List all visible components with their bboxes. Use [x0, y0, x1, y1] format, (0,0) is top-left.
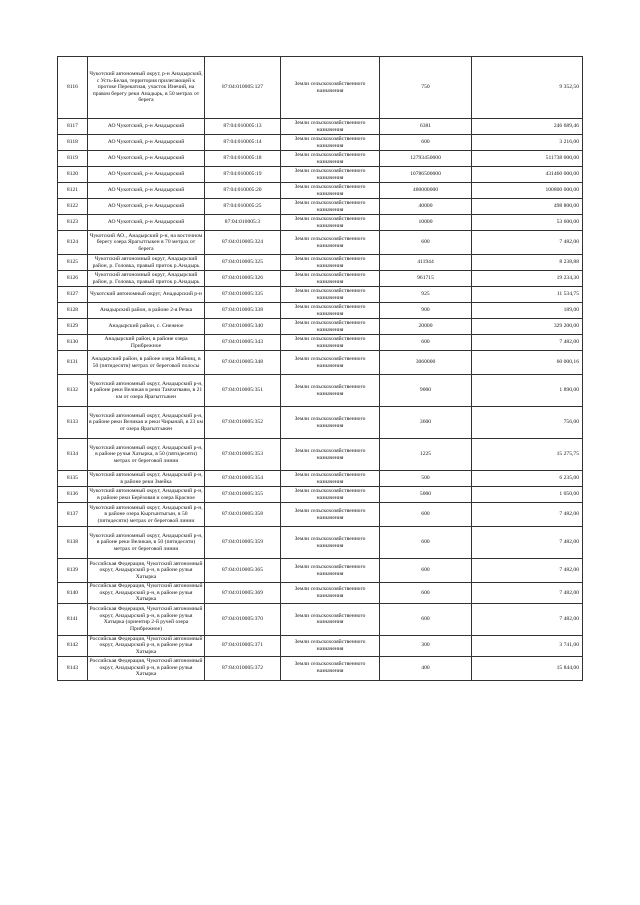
cadastral-number-cell: 87:04:010005:359 — [205, 527, 281, 559]
cadastral-number-cell: 87:04:010005:352 — [205, 407, 281, 439]
land-category-cell: Земли сельскохозяйственного назначения — [281, 135, 380, 151]
address-cell: Анадырский район, в районе озера Прибрежное — [88, 335, 205, 351]
cadastral-value-cell: 11 534,75 — [472, 287, 583, 303]
table-row — [58, 603, 583, 635]
cadastral-value-cell: 431460 000,00 — [472, 167, 583, 183]
cadastral-number-cell: 87:04:010005:371 — [205, 635, 281, 656]
land-category-cell: Земли сельскохозяйственного назначения — [281, 351, 380, 375]
area-cell: 925 — [380, 287, 472, 303]
record-number-cell: 8121 — [58, 183, 88, 199]
cadastral-number-cell: 87:04:010005:340 — [205, 319, 281, 335]
address-cell: Чукотский автономный округ, Анадырский р-н — [88, 287, 205, 303]
land-category-cell: Земли сельскохозяйственного назначения — [281, 215, 380, 231]
document-page — [57, 56, 582, 681]
area-cell: 500 — [380, 471, 472, 487]
cadastral-value-cell: 7 482,00 — [472, 503, 583, 527]
address-cell: Чукотский автономный округ, Анадырский р-н, в районе реки Великая в реки Тамчатваям, в 21 км от озера Ярагытгыкен — [88, 375, 205, 407]
cadastral-value-cell: 246 689,46 — [472, 119, 583, 135]
cadastral-value-cell: 7 482,00 — [472, 583, 583, 604]
cadastral-value-cell: 100800 000,00 — [472, 183, 583, 199]
record-number-cell: 8126 — [58, 271, 88, 287]
area-cell: 961715 — [380, 271, 472, 287]
cadastral-value-cell: 60 000,16 — [472, 351, 583, 375]
cadastral-value-cell: 15 275,75 — [472, 439, 583, 471]
table-row — [58, 119, 583, 135]
address-cell: Российская Федерация, Чукотский автономный округ, Анадырский р-н, в районе ручья Хатырка (ориентир 2-й ручей озера Прибрежное) — [88, 603, 205, 635]
record-number-cell: 8125 — [58, 255, 88, 271]
record-number-cell: 8118 — [58, 135, 88, 151]
cadastral-value-cell: 3 741,00 — [472, 635, 583, 656]
cadastral-value-cell: 189,00 — [472, 303, 583, 319]
cadastral-number-cell: 87:04:010005:326 — [205, 271, 281, 287]
area-cell: 12793450000 — [380, 151, 472, 167]
area-cell: 10786500000 — [380, 167, 472, 183]
address-cell: Чукотский автономный округ, Анадырский р-н, в районе реки Змейка — [89, 471, 203, 485]
record-number-cell: 8122 — [58, 199, 88, 215]
record-number-cell: 8133 — [58, 407, 88, 439]
table-row — [58, 375, 583, 407]
cadastral-value-cell: 19 234,30 — [472, 271, 583, 287]
address-cell: АО Чукотский, р-н Анадырский — [88, 151, 205, 167]
table-row — [58, 151, 583, 167]
table-body — [58, 57, 583, 681]
cadastral-number-cell: 87:04:010005:338 — [205, 303, 281, 319]
land-category-cell: Земли сельскохозяйственного назначения — [281, 287, 380, 303]
address-cell: Чукотский автономный округ, Анадырский район, р. Головка, правый приток р.Анадырь — [88, 271, 205, 287]
record-number-cell: 8129 — [58, 319, 88, 335]
area-cell: 3060000 — [380, 351, 472, 375]
record-number-cell: 8137 — [58, 503, 88, 527]
table-row — [58, 351, 583, 375]
area-cell: 1225 — [380, 439, 472, 471]
address-cell: Чукотский автономный округ, Анадырский р-н, в районе ручья Хатырка, в 50 (пятидесяти) метрах от береговой линии — [88, 439, 205, 471]
record-number-cell: 8124 — [58, 231, 88, 255]
table-row — [58, 319, 583, 335]
address-cell: АО Чукотский, р-н Анадырский — [88, 215, 205, 231]
record-number-cell: 8140 — [58, 583, 88, 604]
table-row — [58, 199, 583, 215]
cadastral-number-cell: 87:04:010005:335 — [205, 287, 281, 303]
table-row — [58, 135, 583, 151]
address-cell: Российская Федерация, Чукотский автономный округ, Анадырский р-н, в районе ручья Хатырка — [89, 583, 203, 603]
cadastral-number-cell: 87:04:010005:13 — [205, 119, 281, 135]
cadastral-value-cell: 15 844,00 — [472, 656, 583, 680]
cadastral-value-cell: 7 482,00 — [472, 231, 583, 255]
cadastral-value-cell: 511738 000,00 — [472, 151, 583, 167]
record-number-cell: 8142 — [58, 635, 88, 656]
record-number-cell: 8127 — [58, 287, 88, 303]
land-category-cell: Земли сельскохозяйственного назначения — [281, 603, 380, 635]
land-category-cell: Земли сельскохозяйственного назначения — [281, 407, 380, 439]
record-number-cell: 8117 — [58, 119, 88, 135]
table-row — [58, 215, 583, 231]
record-number-cell: 8123 — [58, 215, 88, 231]
cadastral-number-cell: 87:04:010005:365 — [205, 559, 281, 583]
land-category-cell: Земли сельскохозяйственного назначения — [281, 319, 380, 335]
table-row — [58, 656, 583, 680]
table-row — [58, 271, 583, 287]
area-cell: 600 — [380, 335, 472, 351]
cadastral-number-cell: 87:04:010005:25 — [205, 199, 281, 215]
cadastral-value-cell: 9 352,50 — [472, 57, 583, 119]
land-category-cell: Земли сельскохозяйственного назначения — [281, 559, 380, 583]
cadastral-number-cell: 87:04:010005:18 — [205, 151, 281, 167]
cadastral-value-cell: 1 890,00 — [472, 375, 583, 407]
area-cell: 6381 — [380, 119, 472, 135]
record-number-cell: 8135 — [58, 471, 88, 487]
record-number-cell: 8120 — [58, 167, 88, 183]
record-number-cell: 8131 — [58, 351, 88, 375]
land-category-cell: Земли сельскохозяйственного назначения — [281, 271, 380, 287]
record-number-cell: 8134 — [58, 439, 88, 471]
area-cell: 411944 — [380, 255, 472, 271]
land-category-cell: Земли сельскохозяйственного назначения — [281, 151, 380, 167]
table-row — [58, 559, 583, 583]
cadastral-value-cell: 53 600,00 — [472, 215, 583, 231]
cadastral-value-cell: 7 482,00 — [472, 335, 583, 351]
cadastral-number-cell: 87:04:010005:127 — [205, 57, 281, 119]
address-cell: Чукотский автономный округ, Анадырский район, р. Головка, правый приток р.Анадырь — [88, 255, 205, 271]
land-category-cell: Земли сельскохозяйственного назначения — [281, 183, 380, 199]
land-category-cell: Земли сельскохозяйственного назначения — [281, 231, 380, 255]
table-row — [58, 503, 583, 527]
land-category-cell: Земли сельскохозяйственного назначения — [281, 335, 380, 351]
table-row — [58, 231, 583, 255]
address-cell: Чукотский автономный округ, Анадырский р-н, в районе реки Берёзовая и озера Красное — [89, 487, 203, 501]
address-cell: Чукотский автономный округ, р-н Анадырский, с Усть-Белая, территория прилегающей к протоке Перекатная, участок Инечий, на правом берегу реки Анадырь, в 50 метрах от берега — [88, 57, 205, 119]
land-category-cell: Земли сельскохозяйственного назначения — [281, 527, 380, 559]
table-row — [58, 287, 583, 303]
address-cell: Российская Федерация, Чукотский автономный округ, Анадырский р-н, в районе ручья Хатырка — [88, 559, 205, 583]
table-row — [58, 335, 583, 351]
address-cell: АО Чукотский, р-н Анадырский — [88, 135, 205, 151]
land-category-cell: Земли сельскохозяйственного назначения — [281, 635, 380, 656]
area-cell: 600 — [380, 135, 472, 151]
area-cell: 600 — [380, 583, 472, 604]
table-row — [58, 57, 583, 119]
land-category-cell: Земли сельскохозяйственного назначения — [281, 119, 380, 135]
cadastral-value-cell: 7 482,00 — [472, 527, 583, 559]
record-number-cell: 8130 — [58, 335, 88, 351]
area-cell: 600 — [380, 503, 472, 527]
cadastral-number-cell: 87:04:010005:355 — [205, 487, 281, 503]
address-cell: Чукотский АО., Анадырский р-н, на восточном берегу озера Ярагытгыкен в 70 метрах от берега — [88, 231, 205, 255]
cadastral-value-cell: 7 482,00 — [472, 603, 583, 635]
cadastral-number-cell: 87:04:010005:353 — [205, 439, 281, 471]
cadastral-number-cell: 87:04:010005:14 — [205, 135, 281, 151]
record-number-cell: 8132 — [58, 375, 88, 407]
area-cell: 900 — [380, 303, 472, 319]
table-row — [58, 527, 583, 559]
address-cell: Российская Федерация, Чукотский автономный округ, Анадырский р-н, в районе ручья Хатырка — [88, 656, 205, 680]
address-cell: Анадырский район, в районе 2-я Речка — [88, 303, 205, 319]
cadastral-number-cell: 87:04:010005:354 — [205, 471, 281, 487]
land-category-cell: Земли сельскохозяйственного назначения — [281, 57, 380, 119]
address-cell: Чукотский автономный округ, Анадырский р-н, в районе реки Великая, в 50 (пятидесяти) метрах от береговой линии — [88, 527, 205, 559]
land-register-table — [57, 56, 583, 681]
table-row — [58, 487, 583, 503]
area-cell: 9000 — [380, 375, 472, 407]
cadastral-value-cell: 329 200,00 — [472, 319, 583, 335]
land-category-cell: Земли сельскохозяйственного назначения — [281, 375, 380, 407]
record-number-cell: 8116 — [58, 57, 88, 119]
cadastral-number-cell: 87:04:010005:324 — [205, 231, 281, 255]
area-cell: 300 — [380, 635, 472, 656]
record-number-cell: 8143 — [58, 656, 88, 680]
address-cell: Анадырский район, с. Снежное — [88, 319, 205, 335]
cadastral-number-cell: 87:04:010005:358 — [205, 503, 281, 527]
area-cell: 20000 — [380, 319, 472, 335]
table-row — [58, 471, 583, 487]
cadastral-value-cell: 3 216,00 — [472, 135, 583, 151]
area-cell: 480000000 — [380, 183, 472, 199]
area-cell: 600 — [380, 559, 472, 583]
area-cell: 600 — [380, 231, 472, 255]
area-cell: 600 — [380, 603, 472, 635]
address-cell: АО Чукотский, р-н Анадырский — [88, 167, 205, 183]
record-number-cell: 8141 — [58, 603, 88, 635]
table-row — [58, 407, 583, 439]
table-row — [58, 583, 583, 604]
land-category-cell: Земли сельскохозяйственного назначения — [281, 656, 380, 680]
record-number-cell: 8119 — [58, 151, 88, 167]
cadastral-number-cell: 87:04:010005:370 — [205, 603, 281, 635]
table-row — [58, 439, 583, 471]
land-category-cell: Земли сельскохозяйственного назначения — [281, 303, 380, 319]
area-cell: 40000 — [380, 199, 472, 215]
cadastral-number-cell: 87:04:010005:20 — [205, 183, 281, 199]
cadastral-number-cell: 87:04:010005:343 — [205, 335, 281, 351]
table-row — [58, 635, 583, 656]
cadastral-value-cell: 6 235,00 — [472, 471, 583, 487]
area-cell: 400 — [380, 656, 472, 680]
cadastral-number-cell: 87:04:010005:19 — [205, 167, 281, 183]
land-category-cell: Земли сельскохозяйственного назначения — [281, 167, 380, 183]
land-category-cell: Земли сельскохозяйственного назначения — [281, 255, 380, 271]
cadastral-number-cell: 87:04:010005:351 — [205, 375, 281, 407]
record-number-cell: 8136 — [58, 487, 88, 503]
area-cell: 600 — [380, 527, 472, 559]
land-category-cell: Земли сельскохозяйственного назначения — [281, 583, 380, 604]
cadastral-value-cell: 8 238,88 — [472, 255, 583, 271]
land-category-cell: Земли сельскохозяйственного назначения — [281, 503, 380, 527]
cadastral-value-cell: 498 800,00 — [472, 199, 583, 215]
land-category-cell: Земли сельскохозяйственного назначения — [281, 487, 380, 503]
cadastral-number-cell: 87:04:010005:3 — [205, 215, 281, 231]
table-row — [58, 303, 583, 319]
table-row — [58, 183, 583, 199]
land-category-cell: Земли сельскохозяйственного назначения — [281, 439, 380, 471]
address-cell: АО Чукотский, р-н Анадырский — [88, 199, 205, 215]
cadastral-number-cell: 87:04:010005:372 — [205, 656, 281, 680]
record-number-cell: 8128 — [58, 303, 88, 319]
address-cell: Чукотский автономный округ, Анадырский р-н, в районе реки Великая и реки Чирынай, в 23 км от озера Ярагытгыкен — [88, 407, 205, 439]
area-cell: 10000 — [380, 215, 472, 231]
address-cell: Российская Федерация, Чукотский автономный округ, Анадырский р-н, в районе ручья Хатырка — [89, 635, 203, 655]
cadastral-value-cell: 756,00 — [472, 407, 583, 439]
cadastral-number-cell: 87:04:010005:369 — [205, 583, 281, 604]
record-number-cell: 8138 — [58, 527, 88, 559]
area-cell: 750 — [380, 57, 472, 119]
land-category-cell: Земли сельскохозяйственного назначения — [281, 471, 380, 487]
cadastral-value-cell: 7 482,00 — [472, 559, 583, 583]
cadastral-number-cell: 87:04:010005:348 — [205, 351, 281, 375]
address-cell: Чукотский автономный округ, Анадырский р-н, в районе озера Кыргынтыгын, в 50 (пятидесяти) метрах от береговой линии — [88, 503, 205, 527]
table-row — [58, 255, 583, 271]
land-category-cell: Земли сельскохозяйственного назначения — [281, 199, 380, 215]
cadastral-number-cell: 87:04:010005:325 — [205, 255, 281, 271]
address-cell: АО Чукотский, р-н Анадырский — [88, 119, 205, 135]
table-row — [58, 167, 583, 183]
area-cell: 5000 — [380, 487, 472, 503]
record-number-cell: 8139 — [58, 559, 88, 583]
cadastral-value-cell: 1 050,00 — [472, 487, 583, 503]
address-cell: АО Чукотский, р-н Анадырский — [88, 183, 205, 199]
area-cell: 3600 — [380, 407, 472, 439]
address-cell: Анадырский район, в районе озера Майниц, в 50 (пятидесяти) метрах от береговой полосы — [88, 351, 205, 375]
